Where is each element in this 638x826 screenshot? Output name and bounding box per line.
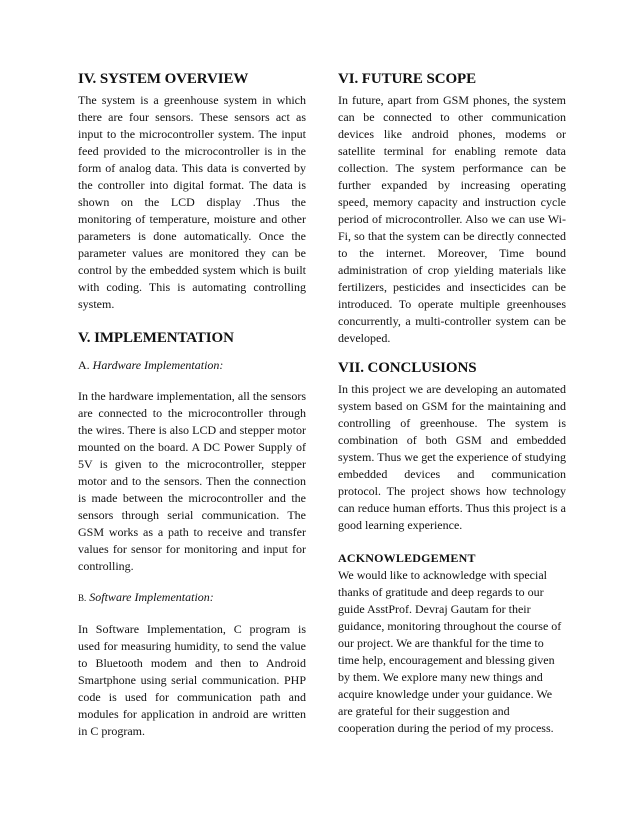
hardware-subheading — [78, 357, 306, 374]
conclusions-body: In this project we are developing an automated system based on GSM for the maintaining and controlling of greenhouse. The system is combination of both GSM and embedded system. Thus we get the experience of studying embedded devices and communication protocol. The project shows how technology can reduce human efforts. Thus this project is a good learning experience. — [338, 382, 566, 532]
conclusions-section — [338, 359, 566, 534]
hardware-title: Hardware Implementation: — [92, 358, 224, 372]
right-column — [338, 70, 566, 737]
implementation-heading: V. IMPLEMENTATION — [78, 330, 234, 346]
system-overview-body: The system is a greenhouse system in which there are four sensors. These sensors act as input to the microcontroller system. The input feed provided to the microcontroller is in the form of analog data. This data is converted by the controller into digital format. The data is shown on the LCD display .Thus the monitoring of temperature, moisture and other parameters is done automatically. Once the parameter values are monitored they can be control by the embedded system which is built with coding. This is automating controlling system. — [78, 93, 306, 311]
system-overview-heading: IV. SYSTEM OVERVIEW — [78, 71, 249, 87]
hardware-body: In the hardware implementation, all the sensors are connected to the microcontroller through the wires. There is also LCD and stepper motor mounted on the board. A DC Power Supply of 5V is given to the microcontroller, stepper motor and to the sensors. Then the connection is made between the microcontroller and the sensors through serial communication. The GSM works as a path to receive and transfer values for sensor for monitoring and input for controlling. — [78, 389, 306, 573]
future-scope-body: In future, apart from GSM phones, the system can be connected to other communication devices like android phones, modems or satellite terminal for enabling remote data collection. The system performance can be further expanded by increasing operating speed, memory capacity and instruction cycle period of microcontroller. Also we can use Wi-Fi, so that the system can be directly connected to the internet. Moreover, Time bound administration of crop yielding materials like fertilizers, pesticides and insecticides can be introduced. To operate multiple greenhouses concurrently, a multi-controller system can be developed. — [338, 93, 566, 345]
software-body: In Software Implementation, C program is used for measuring humidity, to send the value to Bluetooth modem and then to Android Smartphone using serial communication. PHP code is used for communication path and modules for application in android are written in C program. — [78, 622, 306, 738]
conclusions-heading: VII. CONCLUSIONS — [338, 360, 477, 376]
system-overview-section — [78, 70, 306, 313]
future-scope-section — [338, 70, 566, 347]
acknowledgement-heading: ACKNOWLEDGEMENT — [338, 551, 476, 565]
implementation-section — [78, 329, 306, 740]
left-column — [78, 70, 306, 740]
future-scope-heading: VI. FUTURE SCOPE — [338, 71, 476, 87]
acknowledgement-section — [338, 550, 566, 737]
software-title: Software Implementation: — [89, 590, 214, 604]
acknowledgement-body: We would like to acknowledge with special thanks of gratitude and deep regards to our guide AsstProf. Devraj Gautam for their guidance, monitoring throughout the course of our project. We are thankful for the time to time help, encouragement and blessing given by them. We explore many new things and acquire knowledge under your guidance. We are grateful for their suggestion and cooperation during the period of my process. — [338, 568, 562, 735]
software-subheading — [78, 589, 306, 607]
hardware-prefix: A. — [78, 358, 90, 372]
software-prefix: B. — [78, 593, 87, 603]
